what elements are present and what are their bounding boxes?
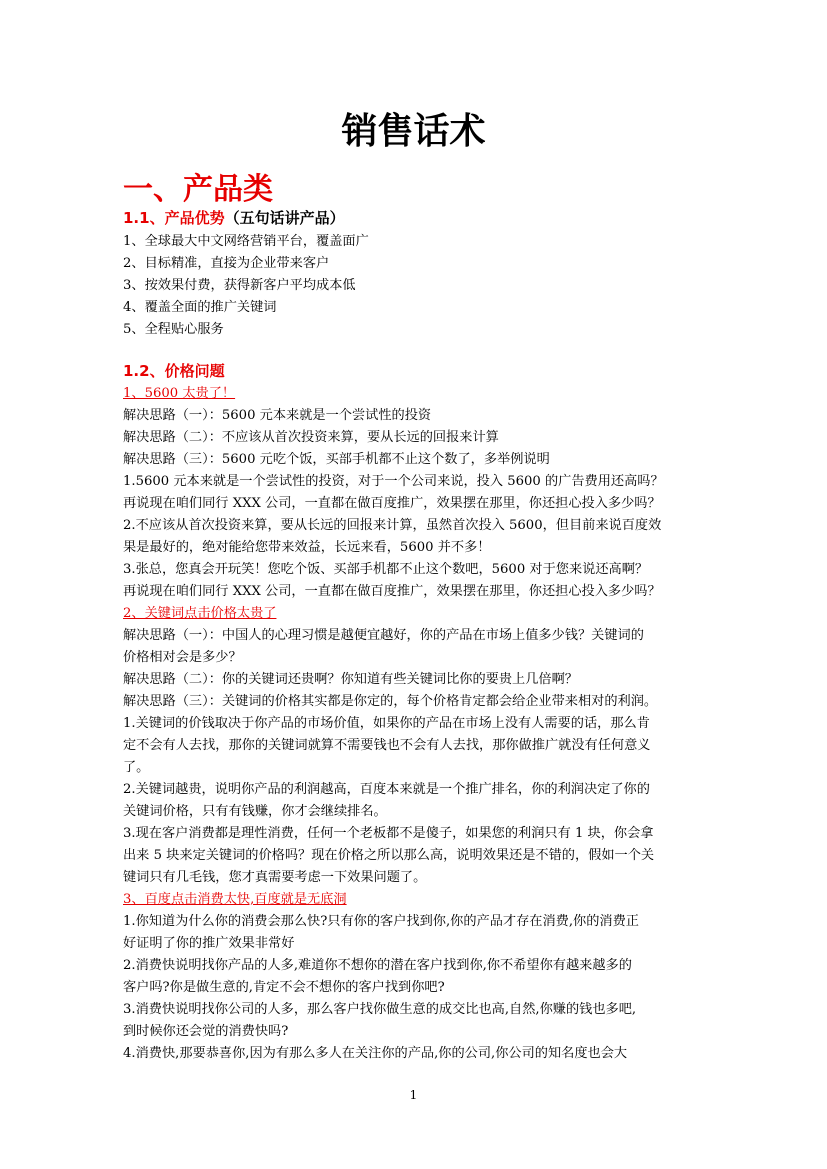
text-line: 2.消费快说明找你产品的人多,难道你不想你的潜在客户找到你,你不希望你有越来越多的 [123,958,632,973]
text-line: 价格相对会是多少？ [123,650,242,665]
text-line: 3.消费快说明找你公司的人多，那么客户找你做生意的成交比也高,自然,你赚的钱也多吧, [123,1002,637,1017]
text-line: 定不会有人去找，那你的关键词就算不需要钱也不会有人去找，那你做推广就没有任何意义 [123,738,651,753]
question-title-3: 3、百度点击消费太快,百度就是无底洞 [123,892,347,907]
text-line: 解决思路（三）：关键词的价格其实都是你定的，每个价格肯定都会给企业带来相对的利润。 [123,694,658,709]
text-line: 解决思路（二）：你的关键词还贵啊？你知道有些关键词比你的要贵上几倍啊？ [123,672,578,687]
text-line: 4.消费快,那要恭喜你,因为有那么多人在关注你的产品,你的公司,你公司的知名度也会大 [123,1046,628,1061]
text-line: 解决思路（一）：5600 元本来就是一个尝试性的投资 [123,408,432,423]
text-line: 解决思路（一）：中国人的心理习惯是越便宜越好，你的产品在市场上值多少钱？关键词的 [123,628,644,643]
list-item: 4、覆盖全面的推广关键词 [123,300,277,315]
document-title: 销售话术 [341,111,486,152]
text-line: 2.不应该从首次投资来算，要从长远的回报来计算，虽然首次投入 5600，但目前来说百度效 [123,518,662,533]
subsection-heading-price-text: 1.2、价格问题 [123,362,225,380]
text-line: 再说现在咱们同行 XXX 公司，一直都在做百度推广，效果摆在那里，你还担心投入多少吗？ [123,496,661,511]
text-line: 到时候你还会觉的消费快吗? [123,1024,289,1039]
text-line: 3.现在客户消费都是理性消费，任何一个老板都不是傻子，如果您的利润只有 1 块，你会拿 [123,826,654,841]
text-line: 好证明了你的推广效果非常好 [123,936,295,951]
subsection-heading-advantages-note: （五句话讲产品） [224,209,345,227]
text-line: 2.关键词越贵，说明你产品的利润越高，百度本来就是一个推广排名，你的利润决定了你的 [123,782,650,797]
text-line: 了。 [123,760,150,775]
list-item: 2、目标精准，直接为企业带来客户 [123,256,330,271]
text-line: 出来 5 块来定关键词的价格吗？现在价格之所以那么高，说明效果还是不错的，假如一个关 [123,848,655,863]
text-line: 1.5600 元本来就是一个尝试性的投资，对于一个公司来说，投入 5600 的广告费用还高吗？ [123,474,664,489]
text-line: 解决思路（二）：不应该从首次投资来算，要从长远的回报来计算 [123,430,499,445]
text-line: 1.关键词的价钱取决于你产品的市场价值，如果你的产品在市场上没有人需要的话，那么肯 [123,716,650,731]
subsection-heading-price [123,360,225,382]
text-line: 3.张总，您真会开玩笑！您吃个饭、买部手机都不止这个数吧，5600 对于您来说还高啊？ [123,562,649,577]
list-item: 5、全程贴心服务 [123,322,224,337]
subsection-heading-advantages-red: 1.1、产品优势 [123,209,225,227]
text-line: 关键词价格，只有有钱赚，你才会继续排名。 [123,804,387,819]
question-title-2: 2、关键词点击价格太贵了 [123,606,277,621]
text-line: 再说现在咱们同行 XXX 公司，一直都在做百度推广，效果摆在那里，你还担心投入多少吗？ [123,584,661,599]
text-line: 果是最好的，绝对能给您带来效益，长远来看，5600 并不多！ [123,540,491,555]
question-title-1: 1、5600 太贵了！ [123,386,236,401]
text-line: 键词只有几毛钱，您才真需要考虑一下效果问题了。 [123,870,427,885]
page-number: 1 [409,1088,418,1102]
text-line: 客户吗?你是做生意的,肯定不会不想你的客户找到你吧? [123,980,445,995]
list-item: 3、按效果付费，获得新客户平均成本低 [123,278,356,293]
section-heading-product: 一、产品类 [123,172,273,207]
subsection-heading-advantages [123,207,345,229]
text-line: 解决思路（三）：5600 元吃个饭，买部手机都不止这个数了，多举例说明 [123,452,550,467]
list-item: 1、全球最大中文网络营销平台，覆盖面广 [123,234,369,249]
text-line: 1.你知道为什么你的消费会那么快?只有你的客户找到你,你的产品才存在消费,你的消费正 [123,914,639,929]
